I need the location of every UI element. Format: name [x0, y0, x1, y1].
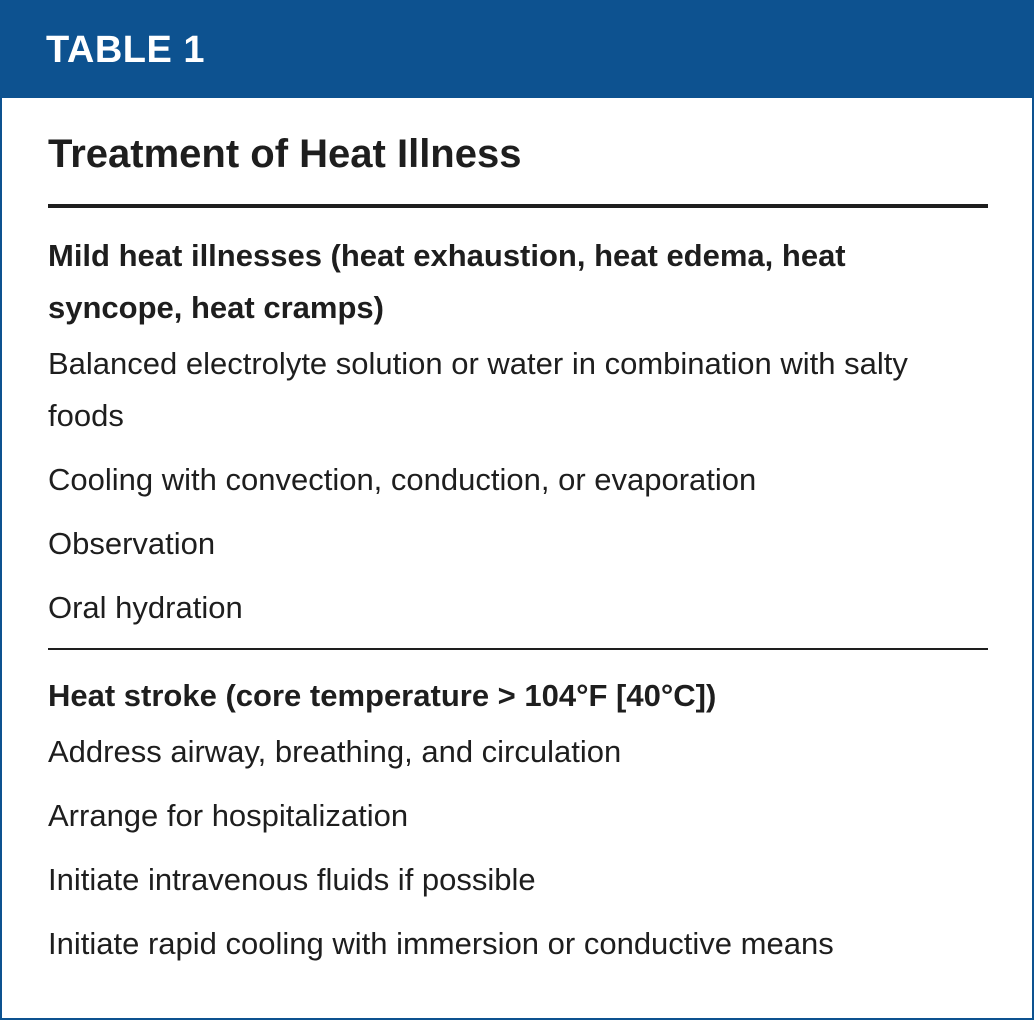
treatment-item: Initiate rapid cooling with immersion or conductive means	[48, 926, 834, 961]
section-divider	[48, 648, 988, 650]
section-heat-stroke	[48, 670, 988, 970]
section-mild-heat-illnesses	[48, 230, 988, 634]
treatment-item: Observation	[48, 526, 216, 561]
treatment-item: Cooling with convection, conduction, or evaporation	[48, 462, 757, 497]
treatment-item: Initiate intravenous fluids if possible	[48, 862, 536, 897]
table-header-bar	[2, 2, 1032, 98]
treatment-item: Arrange for hospitalization	[48, 798, 409, 833]
treatment-item: Balanced electrolyte solution or water in combination with salty foods	[48, 346, 908, 433]
treatment-item: Address airway, breathing, and circulation	[48, 734, 622, 769]
section-heading: Mild heat illnesses (heat exhaustion, heat edema, heat syncope, heat cramps)	[48, 238, 846, 325]
table-number-label: TABLE 1	[46, 28, 206, 71]
title-divider	[48, 204, 988, 208]
table-title: Treatment of Heat Illness	[48, 132, 522, 176]
table-content	[2, 130, 1032, 970]
section-heading: Heat stroke (core temperature > 104°F [40°C])	[48, 678, 717, 713]
treatment-item: Oral hydration	[48, 590, 243, 625]
